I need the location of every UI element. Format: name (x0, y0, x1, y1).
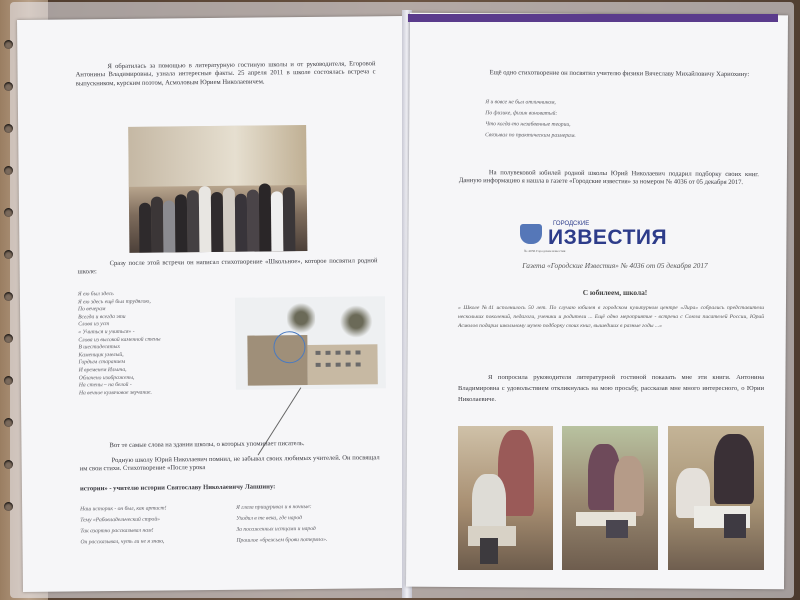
binder-divider-tab (408, 14, 778, 22)
book (724, 514, 746, 538)
teachers-paragraph: Родную школу Юрий Николаевич помнил, не забывал своих любимых учителей. Он посвящал им свои стихи. Стихотворение «После урока (79, 454, 380, 473)
books-photo-3 (668, 426, 764, 570)
books-photo-1 (458, 426, 553, 570)
article-excerpt: « Школе №41 исполнилось 50 лет. По случаю юбилея в городском культурном центре «Лира» собрались представители нескольких поколений, педагоги, ученики и родители ... Ещё одно мероприятие - встреча с Союза писателей России, Юрий Асмолов подарил школьному музею подборку своих книг, вышедших в разные годы ...» (458, 305, 764, 330)
logo-big-text: ИЗВЕСТИЯ (548, 226, 668, 249)
poem-line: И временем Ильича, (78, 366, 127, 374)
poem-line: На стены – на белой - (78, 381, 132, 389)
poem-line: Я ею здесь ещё был трудягою, (77, 298, 151, 306)
after-meeting-paragraph: Сразу после этой встречи он написал стихотворение «Школьное», которое посвятил родной школе: (77, 257, 378, 276)
meeting-group-photo (128, 125, 307, 253)
poem-line: « Учиться и учиться» - (78, 328, 135, 336)
left-page (17, 16, 409, 592)
poem-line: Связывал по практическим размерам. (485, 132, 576, 139)
book (480, 538, 498, 564)
poem3-intro: Ещё одно стихотворение он посвятил учителю физики Вячеславу Михайловичу Хариохину: (489, 69, 750, 79)
poem-line: Слова из уст (78, 321, 110, 328)
logo-subline: № 4036 Городские известия (524, 249, 566, 253)
poem-line: В шестидесятых (78, 344, 120, 351)
article-title: С юбилеем, школа! (582, 288, 648, 297)
poem-line: Слова из высокой каменной стены (78, 336, 161, 343)
poem-shkolnoe (78, 290, 249, 398)
student-figure (614, 456, 644, 516)
intro-paragraph: Я обратилась за помощью в литературную гостиную школы и от руководителя, Егоровой Антонины Владимировны, узнала интересные факты. 25 апреля 2011 в школе состоялась встреча с выпускником, курским поэтом, Асмоловым Юрием Николаевичем. (75, 60, 376, 88)
poem-line: Я глаза прищуривал и в ночные: (236, 503, 312, 511)
poem-line: Я и вовсе не был отличником, (485, 99, 556, 106)
girl-figure (714, 434, 754, 504)
poem-line: Прошлое «брежьем брови потеряло». (236, 536, 328, 544)
student-figure (472, 474, 506, 534)
poem-physics-teacher (485, 97, 725, 143)
school-words-caption: Вот те самые слова на здании школы, о которых упоминает писатель. (109, 440, 305, 450)
poem-line: По вечерам (78, 306, 106, 313)
poem-line: Наш историк - он был, как артист! (80, 505, 167, 513)
school-building-photo (235, 296, 386, 390)
city-emblem-icon (520, 224, 542, 244)
highlight-circle (273, 331, 305, 363)
closing-paragraph: Я попросила руководителя литературной гостиной показать мне эти книги. Антонина Владимировна с удовольствием откликнулась на мою просьбу, рассказав мне много интересного, о Юрии Николаевиче. (458, 374, 764, 403)
jubilee-paragraph: На полувековой юбилей родной школы Юрий Николаевич подарил подборку своих книг. Данную информацию я нашла в газете «Городские известия» за номером № 4036 от 05 декабря 2017. (458, 169, 759, 187)
books-photo-2 (562, 426, 658, 570)
poem-line: Я ею был здесь (77, 291, 114, 298)
poem2-column-1 (80, 503, 220, 548)
poem-line: По физике, физик виноватый: (485, 110, 558, 117)
poem-line: Каменщик умелый, (78, 351, 124, 359)
poem-line: Облачено изображены, (78, 374, 135, 381)
newspaper-caption: Газета «Городские Известия» № 4036 от 05 декабря 2017 (522, 261, 708, 270)
newspaper-logo (520, 221, 684, 247)
poem-line: Так азартно рассказывал нам! (80, 527, 154, 535)
poem-line: Гордым старанием (78, 359, 126, 366)
teachers-paragraph-end: истории» - учителю истории Святославу Николаевичу Лапшину: (79, 483, 276, 493)
poem-line: Что когда-то незабвенные теории, (485, 121, 571, 128)
poem-line: Уходил в те века, где народ (236, 515, 302, 522)
poem-line: Всегда и всегда эти (78, 313, 126, 321)
logo-small-text: ГОРОДСКИЕ (553, 221, 590, 227)
poem2-column-2 (236, 501, 386, 547)
poem-line: На вечное кумачовое звучание. (78, 389, 152, 397)
poem-line: Тему «Рабовладельческий строй» (80, 516, 160, 524)
poem-line: За посаженных истцами и народ (236, 525, 316, 533)
poem-line: Он рассказывал, чуть ли не я знаю, (80, 538, 165, 546)
book (606, 520, 628, 538)
